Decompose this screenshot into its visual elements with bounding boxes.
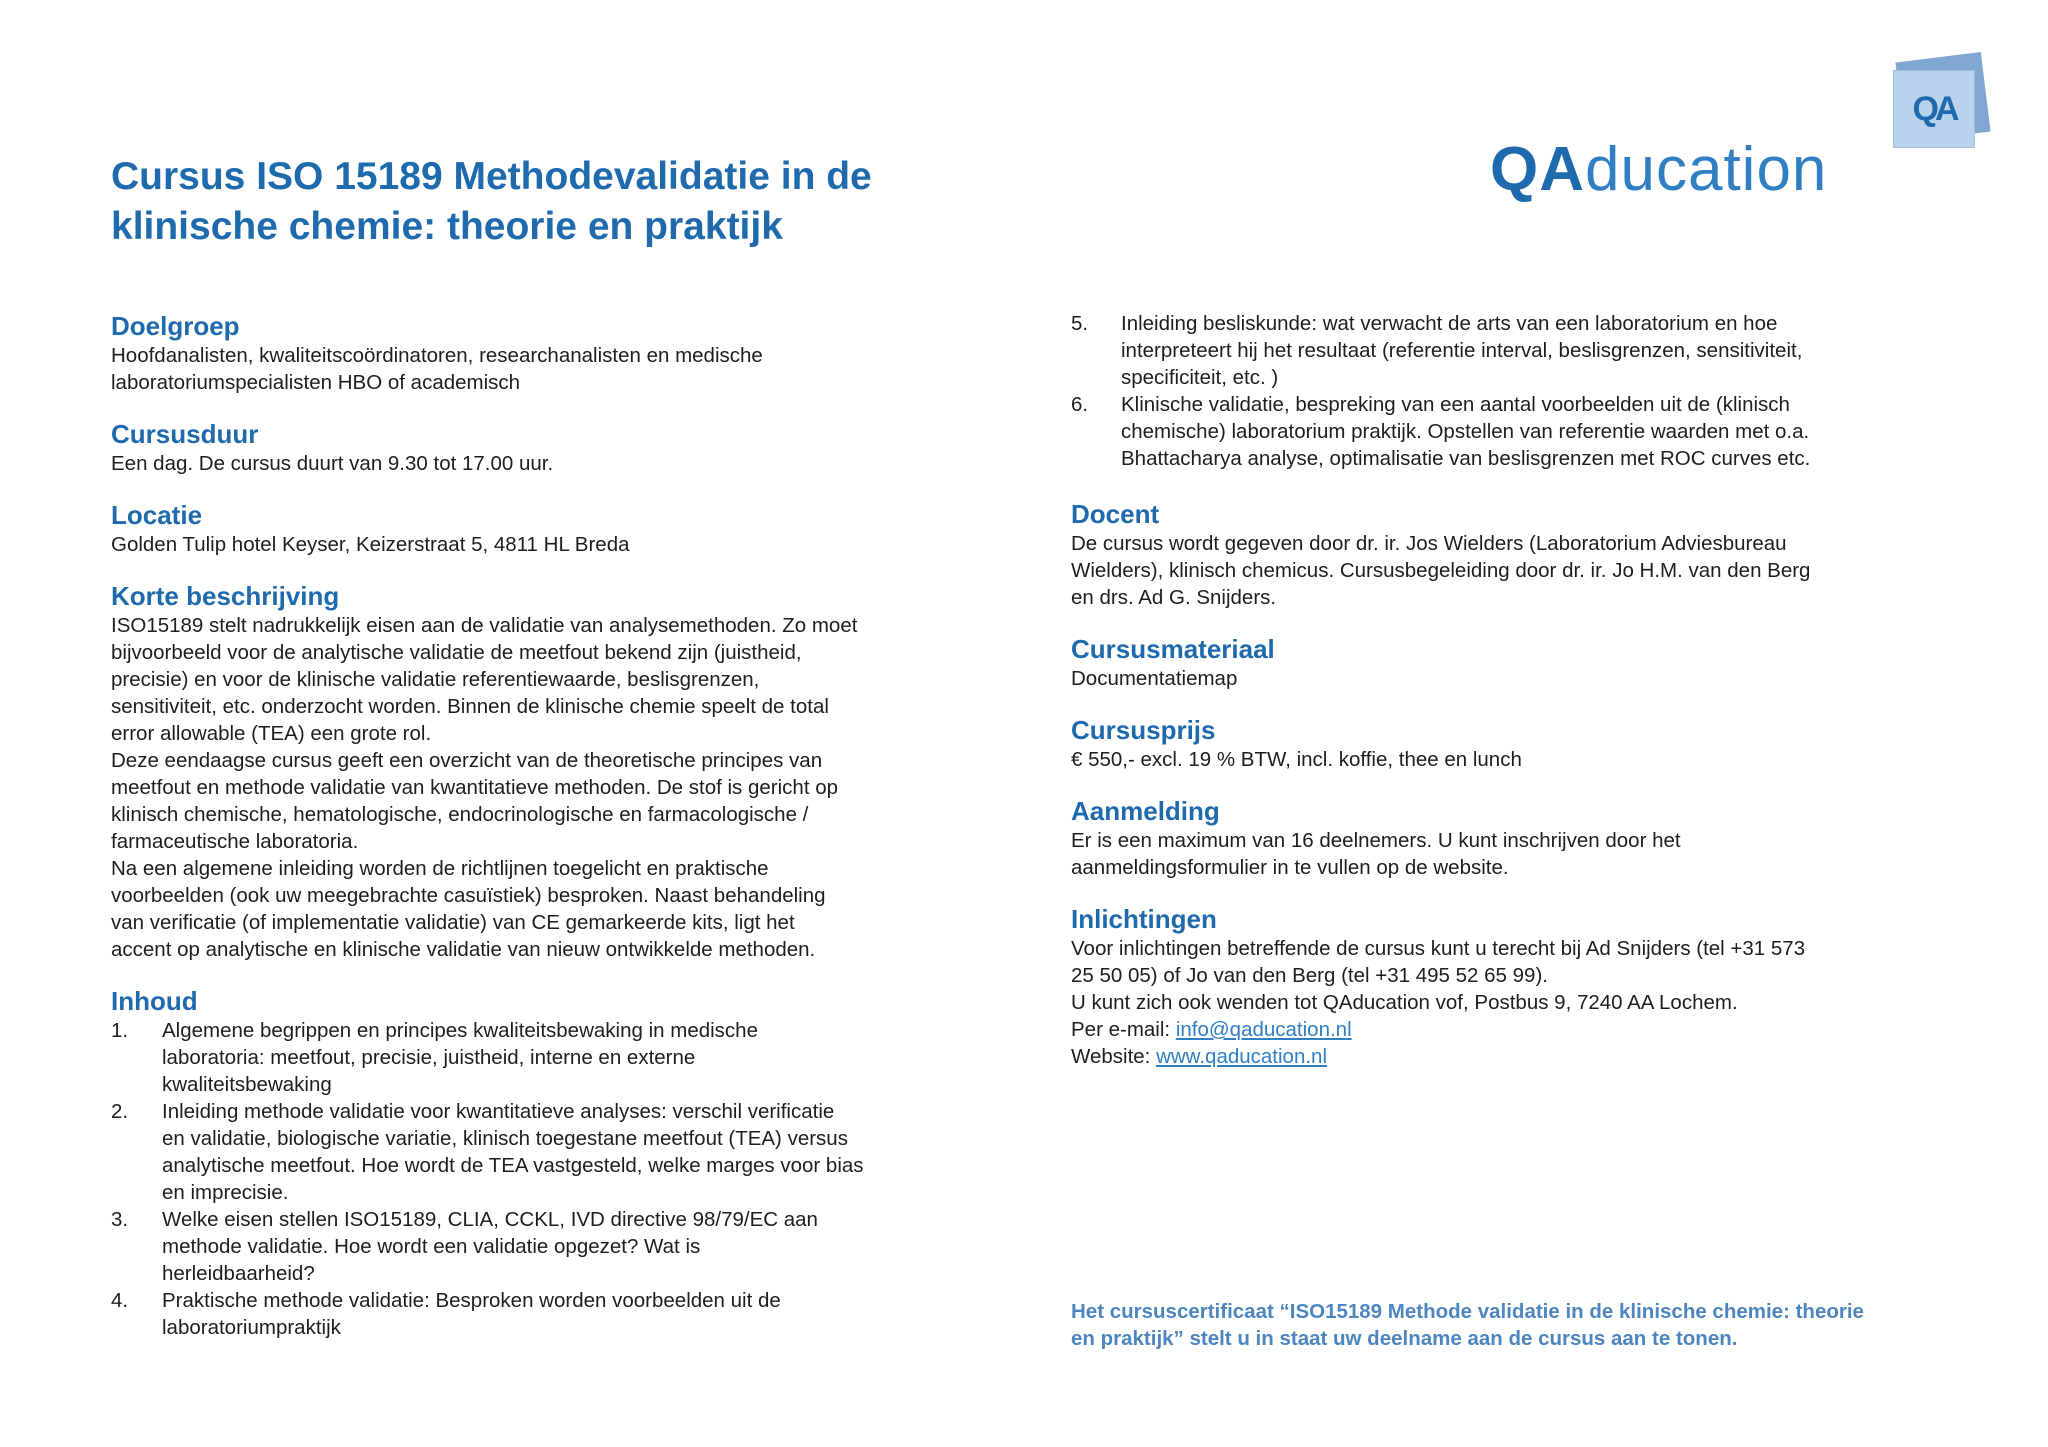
inhoud-list (111, 1017, 1011, 1341)
beschrijving-line: sensitiviteit, etc. onderzocht worden. Binnen de klinische chemie speelt de total (111, 695, 829, 718)
list-item-line: Welke eisen stellen ISO15189, CLIA, CCKL, IVD directive 98/79/EC aan (162, 1208, 818, 1231)
cursusduur-heading: Cursusduur (111, 419, 259, 449)
list-item (111, 1017, 1011, 1098)
cursusmateriaal-text: Documentatiemap (1071, 667, 1238, 690)
list-item-line: chemische) laboratorium praktijk. Opstellen van referentie waarden met o.a. (1121, 420, 1810, 443)
email-label: Per e-mail: (1071, 1018, 1176, 1041)
beschrijving-line: error allowable (TEA) een grote rol. (111, 722, 432, 745)
list-item-line: Inleiding besliskunde: wat verwacht de arts van een laboratorium en hoe (1121, 312, 1778, 335)
list-item-line: analytische meetfout. Hoe wordt de TEA vastgesteld, welke marges voor bias (162, 1154, 864, 1177)
list-item-number: 2. (111, 1100, 129, 1123)
beschrijving-line: Deze eendaagse cursus geeft een overzicht van de theoretische principes van (111, 749, 823, 772)
logo-word-rest: ducation (1585, 135, 1828, 204)
aanmelding-text (1071, 827, 1971, 881)
list-item-line: Algemene begrippen en principes kwaliteitsbewaking in medische (162, 1019, 758, 1042)
list-item (111, 1287, 1011, 1341)
list-item-line: Bhattacharya analyse, optimalisatie van beslisgrenzen met ROC curves etc. (1121, 447, 1811, 470)
inlichtingen-text (1071, 935, 1971, 1070)
list-item-line: Inleiding methode validatie voor kwantitatieve analyses: verschil verificatie (162, 1100, 835, 1123)
inhoud-heading: Inhoud (111, 986, 198, 1016)
beschrijving-line: meetfout en methode validatie van kwantitatieve methoden. De stof is gericht op (111, 776, 839, 799)
inhoud-list-continued (1071, 310, 1971, 472)
list-item-number: 1. (111, 1019, 129, 1042)
list-item-line: en validatie, biologische variatie, klinisch toegestane meetfout (TEA) versus (162, 1127, 848, 1150)
logo-wordmark (1490, 135, 1827, 205)
certificate-note (1071, 1298, 1951, 1352)
aanmelding-line: aanmeldingsformulier in te vullen op de website. (1071, 856, 1509, 879)
list-item-number: 4. (111, 1289, 129, 1312)
inlichtingen-line: 25 50 05) of Jo van den Berg (tel +31 495 52 65 99). (1071, 964, 1548, 987)
logo-word-strong: QA (1490, 135, 1585, 204)
list-item-line: laboratoria: meetfout, precisie, juistheid, interne en externe (162, 1046, 696, 1069)
list-item (1071, 310, 1971, 391)
website-label: Website: (1071, 1045, 1157, 1068)
list-item-number: 6. (1071, 393, 1089, 416)
beschrijving-line: accent op analytische en klinische validatie van nieuw ontwikkelde methoden. (111, 938, 816, 961)
doelgroep-heading: Doelgroep (111, 311, 240, 341)
list-item-line: Praktische methode validatie: Besproken worden voorbeelden uit de (162, 1289, 781, 1312)
list-item-line: Klinische validatie, bespreking van een aantal voorbeelden uit de (klinisch (1121, 393, 1790, 416)
cursusduur-text: Een dag. De cursus duurt van 9.30 tot 17.00 uur. (111, 452, 554, 475)
beschrijving-line: voorbeelden (ook uw meegebrachte casuïstiek) besproken. Naast behandeling (111, 884, 826, 907)
docent-line: Wielders), klinisch chemicus. Cursusbegeleiding door dr. ir. Jo H.M. van den Berg (1071, 559, 1811, 582)
list-item-number: 5. (1071, 312, 1089, 335)
docent-line: en drs. Ad G. Snijders. (1071, 586, 1277, 609)
cursusmateriaal-heading: Cursusmateriaal (1071, 634, 1275, 664)
doelgroep-line: Hoofdanalisten, kwaliteitscoördinatoren, researchanalisten en medische (111, 344, 763, 367)
list-item (111, 1098, 1011, 1206)
locatie-heading: Locatie (111, 500, 203, 530)
list-item (111, 1206, 1011, 1287)
beschrijving-line: farmaceutische laboratoria. (111, 830, 359, 853)
beschrijving-line: ISO15189 stelt nadrukkelijk eisen aan de validatie van analysemethoden. Zo moet (111, 614, 858, 637)
aanmelding-line: Er is een maximum van 16 deelnemers. U kunt inschrijven door het (1071, 829, 1681, 852)
list-item-line: laboratoriumpraktijk (162, 1316, 341, 1339)
beschrijving-text (111, 612, 1011, 963)
list-item-line: kwaliteitsbewaking (162, 1073, 332, 1096)
title-line-1: Cursus ISO 15189 Methodevalidatie in de (111, 155, 872, 198)
beschrijving-line: Na een algemene inleiding worden de richtlijnen toegelicht en praktische (111, 857, 769, 880)
qaducation-logo (1490, 55, 1990, 215)
docent-heading: Docent (1071, 499, 1160, 529)
cursusprijs-heading: Cursusprijs (1071, 715, 1216, 745)
inlichtingen-line: Voor inlichtingen betreffende de cursus kunt u terecht bij Ad Snijders (tel +31 573 (1071, 937, 1806, 960)
list-item-line: interpreteert hij het resultaat (referentie interval, beslisgrenzen, sensitiviteit, (1121, 339, 1803, 362)
doelgroep-text (111, 342, 1011, 396)
beschrijving-line: precisie) en voor de klinische validatie referentiewaarde, beslisgrenzen, (111, 668, 760, 691)
beschrijving-heading: Korte beschrijving (111, 581, 340, 611)
left-column (111, 310, 1011, 1341)
list-item-line: methode validatie. Hoe wordt een validatie opgezet? Wat is (162, 1235, 701, 1258)
beschrijving-line: van verificatie (of implementatie validatie) van CE gemarkeerde kits, ligt het (111, 911, 795, 934)
title-line-2: klinische chemie: theorie en praktijk (111, 205, 783, 248)
right-column (1071, 310, 1971, 1070)
beschrijving-line: bijvoorbeeld voor de analytische validatie de meetfout bekend zijn (juistheid, (111, 641, 802, 664)
aanmelding-heading: Aanmelding (1071, 796, 1220, 826)
list-item-number: 3. (111, 1208, 129, 1231)
docent-line: De cursus wordt gegeven door dr. ir. Jos Wielders (Laboratorium Adviesbureau (1071, 532, 1787, 555)
locatie-text: Golden Tulip hotel Keyser, Keizerstraat 5, 4811 HL Breda (111, 533, 630, 556)
cursusprijs-text: € 550,- excl. 19 % BTW, incl. koffie, thee en lunch (1071, 748, 1522, 771)
website-link[interactable]: www.qaducation.nl (1156, 1045, 1328, 1068)
list-item-line: herleidbaarheid? (162, 1262, 315, 1285)
inlichtingen-line: U kunt zich ook wenden tot QAducation vof, Postbus 9, 7240 AA Lochem. (1071, 991, 1738, 1014)
logo-badge: QA (1893, 70, 1975, 148)
docent-text (1071, 530, 1971, 611)
list-item (1071, 391, 1971, 472)
email-link[interactable]: info@qaducation.nl (1175, 1018, 1352, 1041)
doelgroep-line: laboratoriumspecialisten HBO of academisch (111, 371, 521, 394)
inlichtingen-heading: Inlichtingen (1071, 904, 1217, 934)
page-title (111, 152, 1011, 252)
certificate-line: Het cursuscertificaat “ISO15189 Methode validatie in de klinische chemie: theorie (1071, 1300, 1864, 1323)
beschrijving-line: klinisch chemische, hematologische, endocrinologische en farmacologische / (111, 803, 809, 826)
certificate-line: en praktijk” stelt u in staat uw deelname aan de cursus aan te tonen. (1071, 1327, 1738, 1350)
list-item-line: specificiteit, etc. ) (1121, 366, 1279, 389)
list-item-line: en imprecisie. (162, 1181, 289, 1204)
